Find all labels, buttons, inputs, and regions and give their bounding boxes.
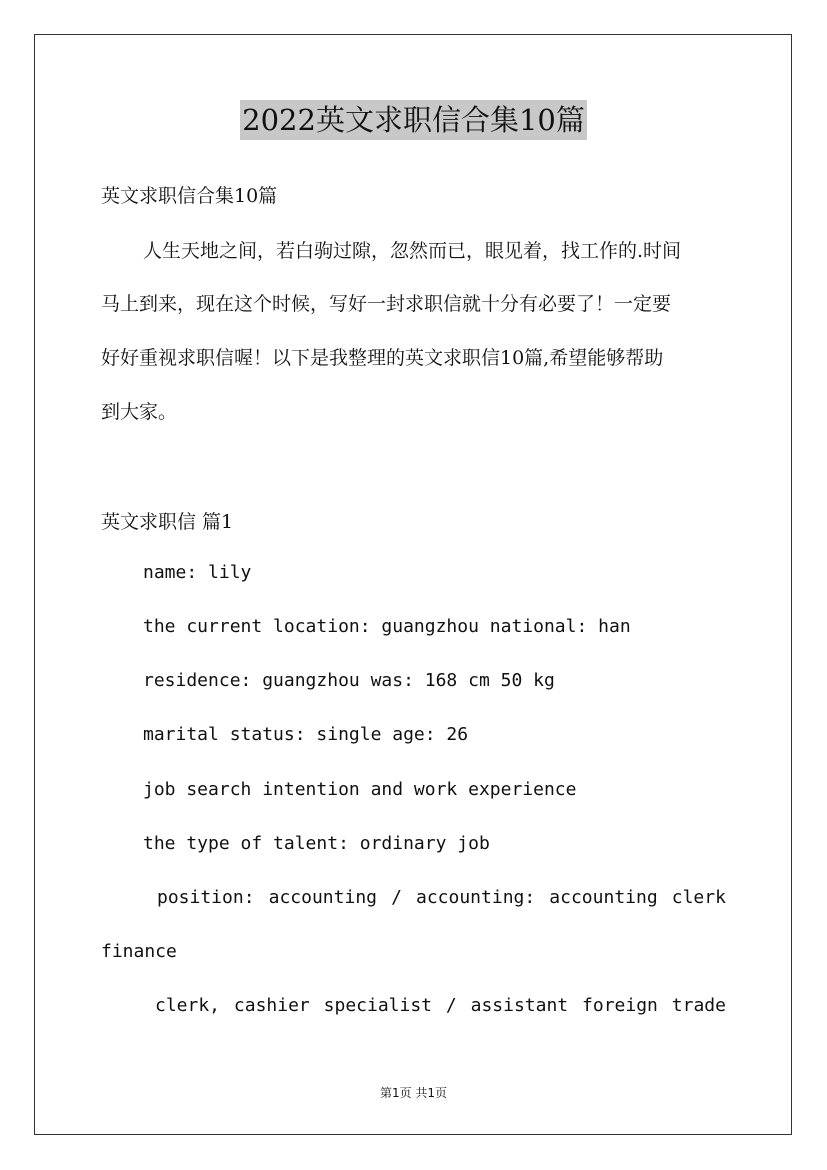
word: assistant bbox=[470, 995, 569, 1016]
letter-line-finance: finance bbox=[101, 941, 177, 962]
letter-line-marital: marital status: single age: 26 bbox=[143, 724, 469, 745]
word: specialist bbox=[323, 995, 433, 1016]
document-subtitle: 英文求职信合集10篇 bbox=[101, 185, 278, 207]
letter-line-clerk bbox=[155, 995, 726, 1016]
word: accounting bbox=[549, 887, 658, 908]
letter-line-name: name: lily bbox=[143, 562, 252, 583]
word: / bbox=[391, 887, 402, 908]
letter-line-intention: job search intention and work experience bbox=[143, 779, 577, 800]
letter-line-talent: the type of talent: ordinary job bbox=[143, 833, 490, 854]
intro-line-3: 好好重视求职信喔！以下是我整理的英文求职信10篇,希望能够帮助 bbox=[101, 347, 664, 369]
title-container bbox=[0, 100, 827, 140]
intro-line-1: 人生天地之间，若白驹过隙，忽然而已，眼见着，找工作的.时间 bbox=[143, 240, 682, 262]
word: accounting: bbox=[416, 887, 536, 908]
document-title: 2022英文求职信合集10篇 bbox=[240, 100, 587, 140]
intro-line-4: 到大家。 bbox=[101, 401, 178, 423]
word: / bbox=[445, 995, 457, 1016]
word: cashier bbox=[233, 995, 310, 1016]
letter-line-location: the current location: guangzhou national: han bbox=[143, 616, 631, 637]
page-footer: 第1页 共1页 bbox=[379, 1086, 448, 1100]
intro-line-2: 马上到来，现在这个时候，写好一封求职信就十分有必要了！一定要 bbox=[101, 293, 672, 315]
word: position: bbox=[157, 887, 255, 908]
word: foreign bbox=[582, 995, 658, 1016]
word: accounting bbox=[268, 887, 377, 908]
letter-line-position bbox=[157, 887, 726, 908]
word: clerk bbox=[671, 887, 726, 908]
section-heading: 英文求职信 篇1 bbox=[101, 511, 234, 533]
word: trade bbox=[671, 995, 726, 1016]
letter-line-residence: residence: guangzhou was: 168 cm 50 kg bbox=[143, 670, 555, 691]
word: clerk, bbox=[155, 995, 221, 1016]
